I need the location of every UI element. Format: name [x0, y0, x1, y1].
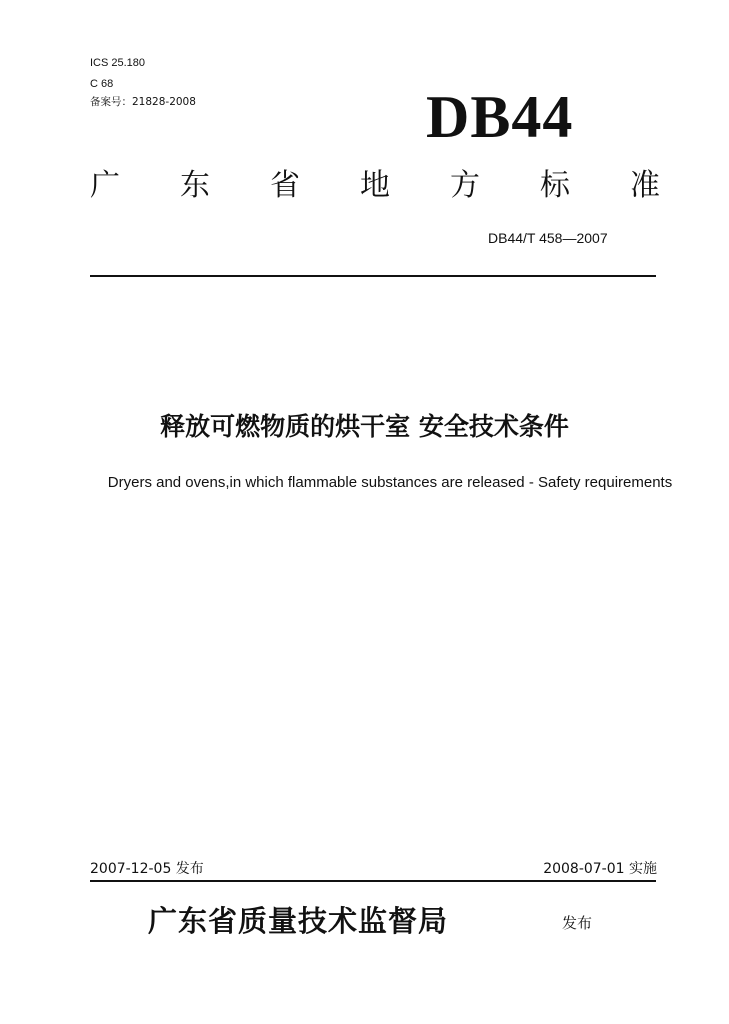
issuing-authority: 广东省质量技术监督局: [148, 904, 449, 938]
standard-type-char: 准: [630, 168, 660, 203]
standard-type-char: 方: [450, 168, 480, 203]
standard-type-char: 东: [180, 168, 210, 203]
standard-code-logo: DB44: [426, 84, 574, 150]
ccs-code: C 68: [90, 78, 114, 90]
standard-type-char: 省: [270, 168, 300, 203]
publish-label: 发布: [562, 914, 593, 932]
standard-type-char: 标: [540, 168, 570, 203]
top-divider: [90, 275, 656, 277]
implementation-date: 2008-07-01 实施: [543, 861, 657, 877]
standard-type-char: 广: [90, 168, 120, 203]
issue-date: 2007-12-05 发布: [90, 861, 204, 877]
record-number: 备案号：21828-2008: [90, 96, 196, 108]
title-english: Dryers and ovens,in which flammable substances are released - Safety requirements: [107, 474, 673, 491]
standard-number: DB44/T 458—2007: [488, 230, 608, 246]
title-chinese: 释放可燃物质的烘干室 安全技术条件: [160, 412, 569, 441]
bottom-divider: [90, 880, 656, 882]
standard-type-char: 地: [360, 168, 390, 203]
standard-type-heading: [90, 166, 660, 206]
ics-code: ICS 25.180: [90, 57, 146, 69]
